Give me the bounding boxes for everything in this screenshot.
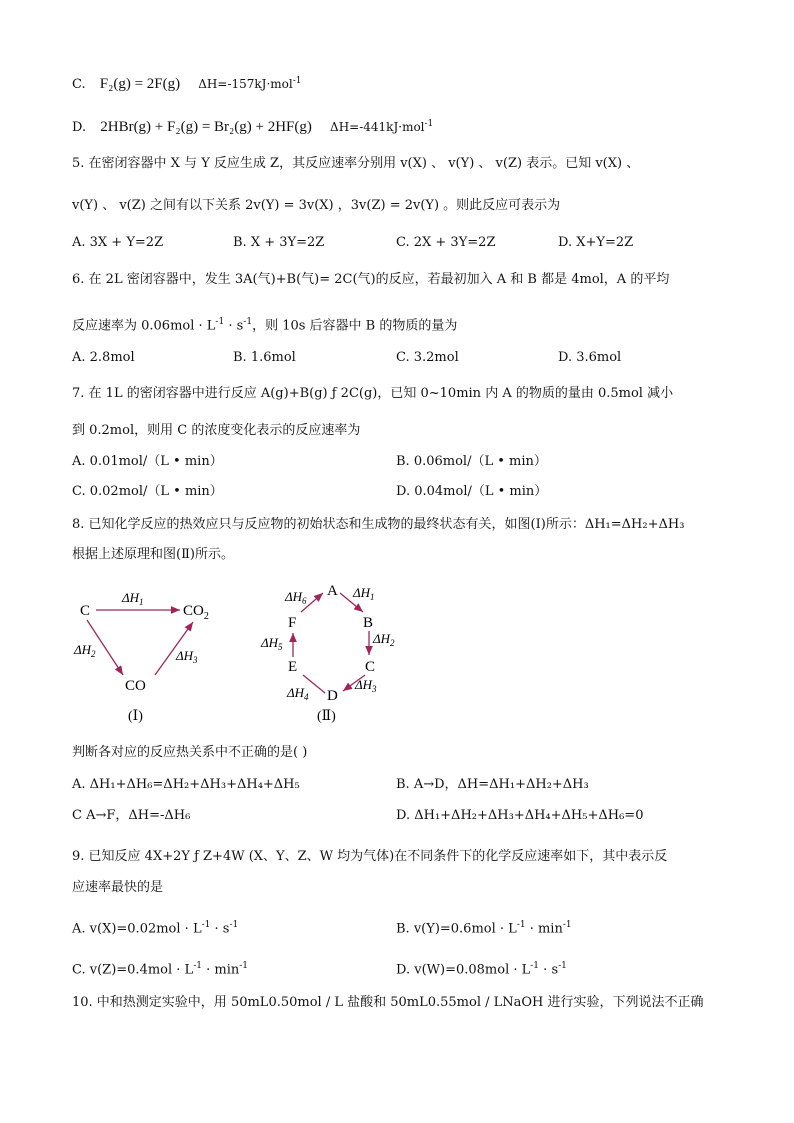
option-label: D. bbox=[72, 120, 87, 135]
q8-stem-line2: 根据上述原理和图(Ⅱ)所示。 bbox=[72, 547, 234, 562]
fig1-node-co2: $CO_2$ bbox=[183, 603, 209, 622]
q9-option-a: A. $v(X)=0.02mol \cdot L^{-1} \cdot s^{-1}$ bbox=[72, 920, 239, 937]
q6-stem-line1: 6. 在 2L 密闭容器中，发生 3A(气)+B(气)= 2C(气)的反应，若最初加入 A 和 B 都是 4mol，A 的平均 bbox=[72, 272, 670, 287]
q6-option-d: D. 3.6mol bbox=[558, 350, 622, 365]
q8-question: 判断各对应的反应热关系中不正确的是( ) bbox=[72, 745, 308, 760]
figure-1 bbox=[70, 580, 230, 730]
q6-option-c: C. 3.2mol bbox=[396, 350, 459, 365]
q5-option-c: C. 2X + 3Y=2Z bbox=[396, 235, 496, 250]
q6-stem-line2: 反应速率为 $0.06mol \cdot L^{-1} \cdot s^{-1}$，则 10s 后容器中 B 的物质的量为 bbox=[72, 317, 458, 334]
q5-stem-line1: 5. 在密闭容器中 X 与 Y 反应生成 Z，其反应速率分别用 v(X) 、 v(Y) 、 v(Z) 表示。已知 v(X) 、 bbox=[72, 156, 640, 171]
q9-option-b: B. $v(Y)=0.6mol \cdot L^{-1} \cdot \min^{-1}$ bbox=[396, 920, 572, 937]
fig2-node-c: C bbox=[365, 659, 376, 675]
enthalpy: ΔH=-157kJ·mol$^{-1}$ bbox=[198, 76, 302, 91]
fig2-label-dh5: $\Delta H_5$ bbox=[261, 635, 283, 652]
q5-option-d: D. X+Y=2Z bbox=[558, 235, 634, 250]
fig1-node-co: CO bbox=[125, 678, 146, 694]
q7-option-d: D. 0.04mol/（L • min） bbox=[396, 484, 548, 499]
fig2-label-dh1: $\Delta H_1$ bbox=[353, 585, 375, 602]
q8-option-a: A. ΔH₁+ΔH₆=ΔH₂+ΔH₃+ΔH₄+ΔH₅ bbox=[72, 777, 300, 792]
q5-stem-line2: v(Y) 、 v(Z) 之间有以下关系 2v(Y) = 3v(X) ，3v(Z) = 2v(Y) 。则此反应可表示为 bbox=[72, 198, 561, 213]
fig2-node-a: A bbox=[327, 583, 338, 599]
q8-option-d: D. ΔH₁+ΔH₂+ΔH₃+ΔH₄+ΔH₅+ΔH₆=0 bbox=[396, 808, 644, 823]
fig1-label-dh1: $\Delta H_1$ bbox=[122, 590, 144, 607]
fig2-label-dh4: $\Delta H_4$ bbox=[287, 685, 309, 702]
q9-stem-line2: 应速率最快的是 bbox=[72, 880, 164, 895]
q9-option-d: D. $v(W)=0.08mol \cdot L^{-1} \cdot s^{-1}$ bbox=[396, 961, 567, 978]
fig2-node-d: D bbox=[327, 688, 338, 704]
q4-option-d bbox=[72, 115, 433, 137]
fig2-node-f: F bbox=[288, 615, 297, 631]
q6-option-b: B. 1.6mol bbox=[233, 350, 296, 365]
q8-option-c: C A→F，ΔH=-ΔH₆ bbox=[72, 808, 191, 823]
fig2-line-d-e bbox=[303, 675, 325, 693]
figure-2 bbox=[255, 575, 415, 725]
fig2-node-e: E bbox=[288, 659, 298, 675]
fig2-node-b: B bbox=[363, 615, 374, 631]
fig2-label-dh2: $\Delta H_2$ bbox=[373, 631, 395, 648]
fig2-caption: (Ⅱ) bbox=[317, 709, 336, 724]
equation: F₂(g) = 2F(g) bbox=[99, 76, 181, 92]
q7-stem-line2: 到 0.2mol，则用 C 的浓度变化表示的反应速率为 bbox=[72, 423, 361, 438]
q5-option-b: B. X + 3Y=2Z bbox=[233, 235, 325, 250]
fig1-arrow-c-co bbox=[87, 620, 123, 675]
enthalpy: ΔH=-441kJ·mol$^{-1}$ bbox=[330, 119, 434, 134]
q8-option-b: B. A→D，ΔH=ΔH₁+ΔH₂+ΔH₃ bbox=[396, 777, 589, 792]
q10-stem-line1: 10. 中和热测定实验中，用 50mL0.50mol / L 盐酸和 50mL0.55mol / LNaOH 进行实验，下列说法不正确 bbox=[72, 995, 704, 1010]
fig1-caption: (Ⅰ) bbox=[128, 709, 143, 724]
fig2-label-dh6: $\Delta H_6$ bbox=[285, 589, 307, 606]
q9-stem-line1: 9. 已知反应 4X+2Y ƒ Z+4W (X、Y、Z、W 均为气体)在不同条件下的化学反应速率如下，其中表示反 bbox=[72, 849, 668, 864]
fig1-label-dh2: $\Delta H_2$ bbox=[74, 642, 96, 659]
q6-option-a: A. 2.8mol bbox=[72, 350, 135, 365]
q9-option-c: C. $v(Z)=0.4mol \cdot L^{-1} \cdot \min^{-1}$ bbox=[72, 961, 249, 978]
q4-option-c bbox=[72, 72, 302, 94]
q7-stem-line1: 7. 在 1L 的密闭容器中进行反应 A(g)+B(g) ƒ 2C(g)，已知 0~10min 内 A 的物质的量由 0.5mol 减小 bbox=[72, 386, 674, 401]
equation: 2HBr(g) + F₂(g) = Br₂(g) + 2HF(g) bbox=[100, 119, 312, 135]
q5-option-a: A. 3X + Y=2Z bbox=[72, 235, 164, 250]
fig1-label-dh3: $\Delta H_3$ bbox=[176, 648, 198, 665]
option-label: C. bbox=[72, 77, 86, 92]
fig1-node-c: C bbox=[80, 603, 91, 619]
q7-option-a: A. 0.01mol/（L • min） bbox=[72, 454, 223, 469]
fig2-label-dh3: $\Delta H_3$ bbox=[355, 677, 377, 694]
q7-option-b: B. 0.06mol/（L • min） bbox=[396, 454, 547, 469]
q7-option-c: C. 0.02mol/（L • min） bbox=[72, 484, 223, 499]
q8-stem-line1: 8. 已知化学反应的热效应只与反应物的初始状态和生成物的最终状态有关，如图(Ⅰ)所示：ΔH₁=ΔH₂+ΔH₃ bbox=[72, 517, 685, 532]
